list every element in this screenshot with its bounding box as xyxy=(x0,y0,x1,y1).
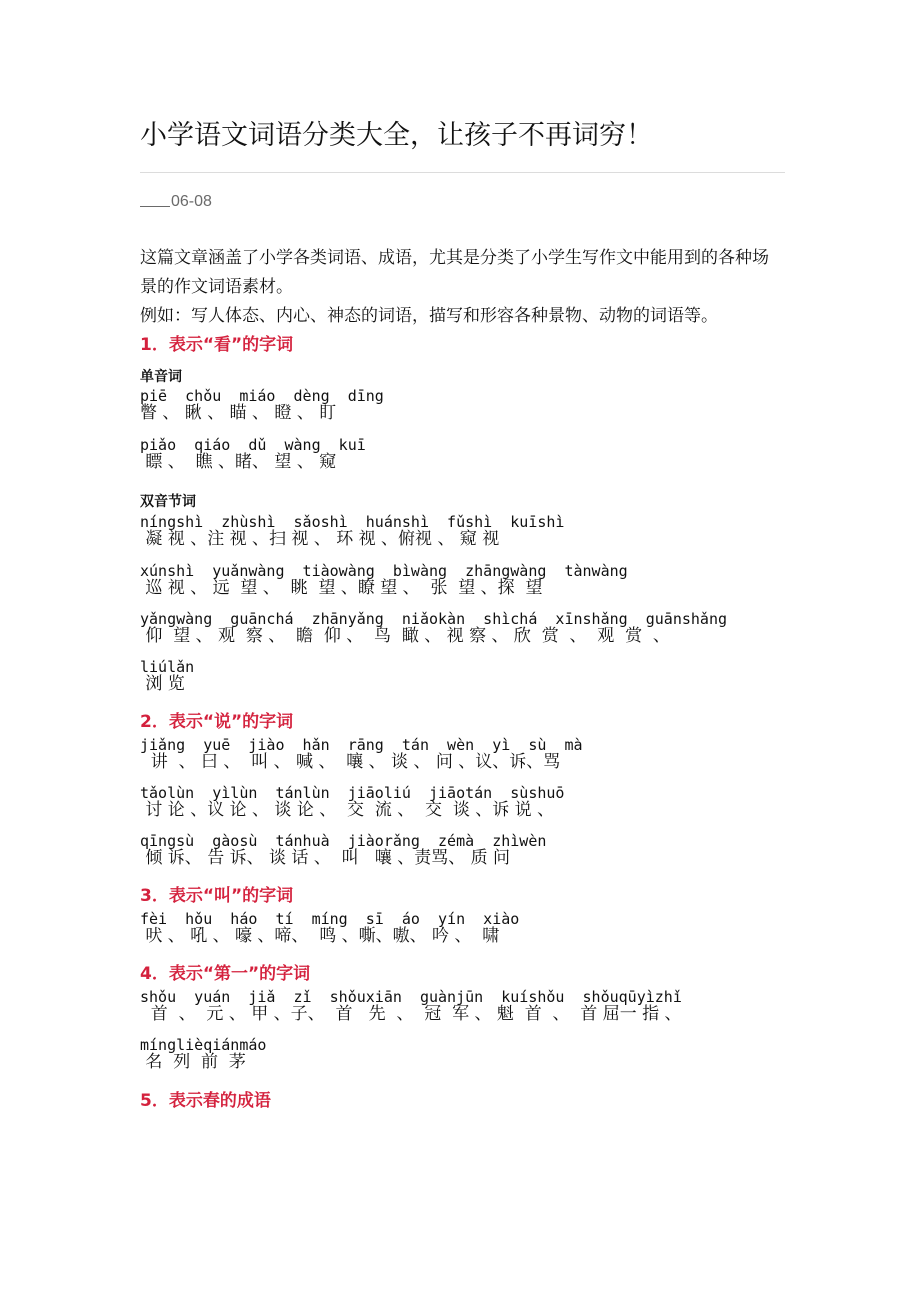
section-heading-say: 2．表示“说”的字词 xyxy=(140,712,294,732)
hanzi-line: 讲 、 曰 、 叫 、 喊 、 嚷 、 谈 、 问 、议、诉、骂 xyxy=(140,752,561,772)
word-row xyxy=(140,388,785,422)
title-divider xyxy=(140,172,785,173)
intro-block xyxy=(140,244,785,331)
pinyin-line: piǎo qiáo dǔ wàng kuī xyxy=(140,436,366,454)
section-heading-call: 3．表示“叫”的字词 xyxy=(140,886,294,906)
hanzi-line: 仰 望 、 观 察 、 瞻 仰 、 鸟 瞰 、 视 察 、 欣 赏 、 观 赏 、 xyxy=(140,626,670,646)
word-row xyxy=(140,659,785,693)
pinyin-line: yǎngwàng guānchá zhānyǎng niǎokàn shìchá xīnshǎng guānshǎng xyxy=(140,610,727,628)
section-heading-spring: 5．表示春的成语 xyxy=(140,1091,271,1111)
subheading-double: 双音节词 xyxy=(140,494,196,510)
pinyin-line: xúnshì yuǎnwàng tiàowàng bìwàng zhāngwàng tànwàng xyxy=(140,562,628,580)
publish-date xyxy=(140,192,212,212)
date-text: 06-08 xyxy=(171,193,212,210)
section-heading-look: 1．表示“看”的字词 xyxy=(140,335,294,355)
hanzi-line: 讨 论 、议 论 、 谈 论 、 交 流 、 交 谈 、诉 说 、 xyxy=(140,800,555,820)
pinyin-line: níngshì zhùshì sǎoshì huánshì fǔshì kuīshì xyxy=(140,513,565,531)
hanzi-line: 首 、 元 、 甲 、子、 首 先 、 冠 军 、 魁 首 、 首 屈一 指 、 xyxy=(140,1004,682,1024)
hanzi-line: 瞟 、 瞧 、睹、 望 、 窥 xyxy=(140,452,337,472)
section-heading-first: 4．表示“第一”的字词 xyxy=(140,964,311,984)
subheading-single: 单音词 xyxy=(140,369,182,385)
pinyin-line: piē chǒu miáo dèng dīng xyxy=(140,387,384,405)
word-row xyxy=(140,989,785,1023)
hanzi-line: 名 列 前 茅 xyxy=(140,1052,246,1072)
word-row xyxy=(140,563,785,597)
pinyin-line: tǎolùn yìlùn tánlùn jiāoliú jiāotán sùshuō xyxy=(140,784,565,802)
hanzi-line: 凝 视 、注 视 、扫 视 、 环 视 、俯视 、 窥 视 xyxy=(140,529,500,549)
word-row xyxy=(140,737,785,771)
hanzi-line: 倾 诉、 告 诉、 谈 话 、 叫 嚷 、责骂、 质 问 xyxy=(140,848,511,868)
word-row xyxy=(140,1037,785,1071)
hanzi-line: 巡 视 、 远 望 、 眺 望 、瞭 望 、 张 望 、探 望 xyxy=(140,578,543,598)
pinyin-line: qīngsù gàosù tánhuà jiàorǎng zémà zhìwèn xyxy=(140,832,547,850)
word-row xyxy=(140,611,785,645)
intro-paragraph-1: 这篇文章涵盖了小学各类词语、成语，尤其是分类了小学生写作文中能用到的各种场景的作文词语素材。 xyxy=(140,248,769,297)
author-blank xyxy=(140,192,170,207)
word-row xyxy=(140,785,785,819)
word-row xyxy=(140,437,785,471)
pinyin-line: jiǎng yuē jiào hǎn rāng tán wèn yì sù mà xyxy=(140,736,583,754)
pinyin-line: liúlǎn xyxy=(140,658,195,676)
article-title: 小学语文词语分类大全，让孩子不再词穷！ xyxy=(140,120,653,151)
hanzi-line: 瞥 、 瞅 、 瞄 、 瞪 、 盯 xyxy=(140,403,337,423)
pinyin-line: mínglièqiánmáo xyxy=(140,1036,267,1054)
hanzi-line: 吠 、 吼 、 嚎 、啼、 鸣 、嘶、嗷、 吟 、 啸 xyxy=(140,926,500,946)
pinyin-line: shǒu yuán jiǎ zǐ shǒuxiān guànjūn kuíshǒu shǒuqūyìzhǐ xyxy=(140,988,682,1006)
intro-paragraph-2: 例如：写人体态、内心、神态的词语，描写和形容各种景物、动物的词语等。 xyxy=(140,306,718,326)
word-row xyxy=(140,514,785,548)
word-row xyxy=(140,911,785,945)
hanzi-line: 浏 览 xyxy=(140,674,185,694)
word-row xyxy=(140,833,785,867)
pinyin-line: fèi hǒu háo tí míng sī áo yín xiào xyxy=(140,910,520,928)
